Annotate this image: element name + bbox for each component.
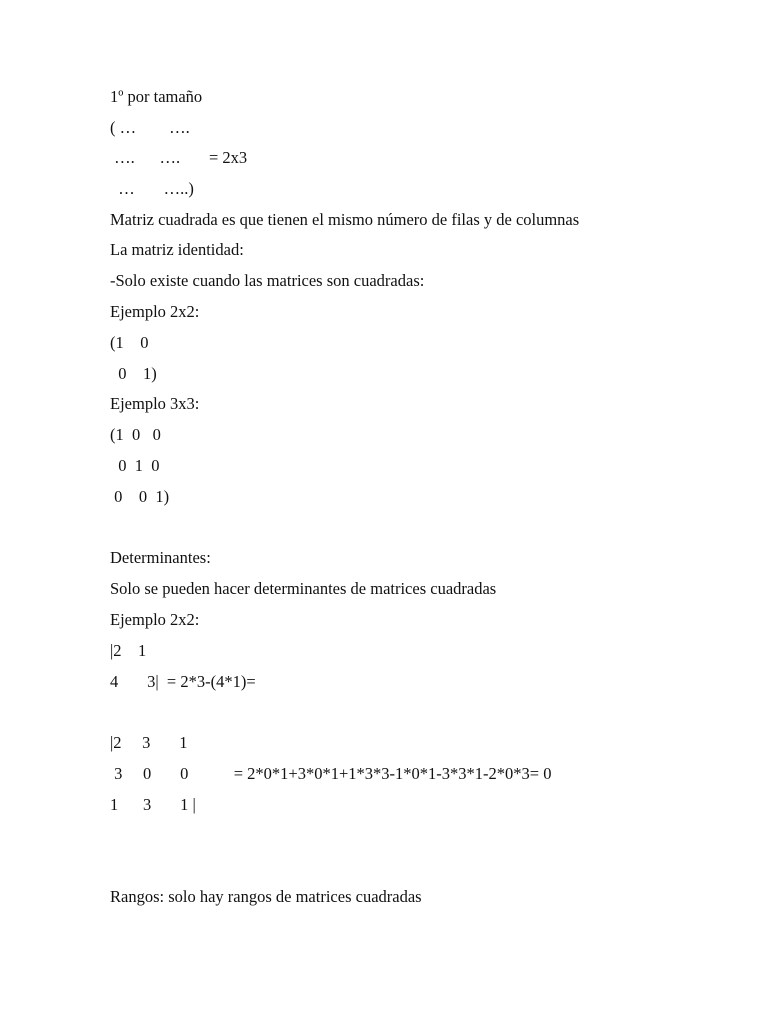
- text-line: … …..): [110, 179, 194, 198]
- text-line: (1 0 0: [110, 425, 161, 444]
- text-line: La matriz identidad:: [110, 240, 244, 259]
- text-line: 0 0 1): [110, 487, 170, 506]
- text-line: …. …. = 2x3: [110, 148, 248, 167]
- text-line: -Solo existe cuando las matrices son cuadradas:: [110, 271, 425, 290]
- text-line: Rangos: solo hay rangos de matrices cuadradas: [110, 887, 422, 906]
- text-line: Ejemplo 2x2:: [110, 302, 200, 321]
- text-line: Solo se pueden hacer determinantes de matrices cuadradas: [110, 579, 497, 598]
- text-line: Ejemplo 3x3:: [110, 394, 200, 413]
- text-line: |2 1: [110, 641, 147, 660]
- section-heading: Determinantes:: [110, 548, 211, 567]
- text-line: 1 3 1 |: [110, 795, 196, 814]
- text-line: Ejemplo 2x2:: [110, 610, 200, 629]
- text-line: 0 1 0: [110, 456, 160, 475]
- text-line: Matriz cuadrada es que tienen el mismo número de filas y de columnas: [110, 210, 580, 229]
- text-line: ( … ….: [110, 118, 190, 137]
- text-line: (1 0: [110, 333, 149, 352]
- text-line: |2 3 1: [110, 733, 188, 752]
- text-line: 3 0 0 = 2*0*1+3*0*1+1*3*3-1*0*1-3*3*1-2*0*3= 0: [110, 764, 552, 783]
- text-line: 1º por tamaño: [110, 87, 203, 106]
- text-line: 4 3| = 2*3-(4*1)=: [110, 672, 256, 691]
- text-line: 0 1): [110, 364, 157, 383]
